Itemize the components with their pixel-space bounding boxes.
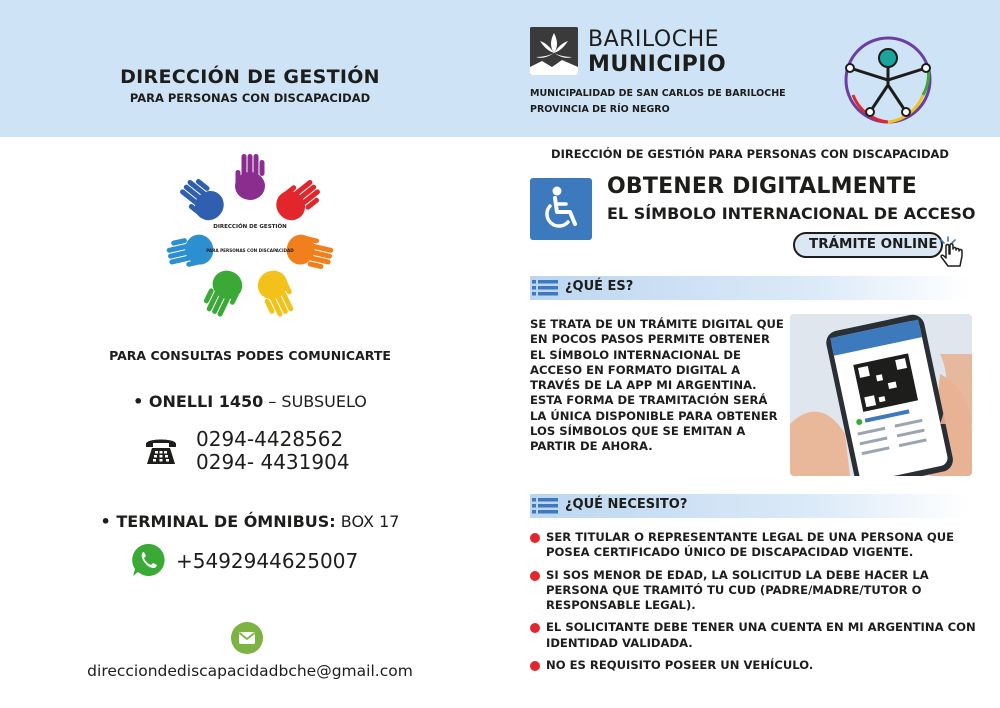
requirement-text: EL SOLICITANTE DEBE TENER UNA CUENTA EN MI ARGENTINA CON IDENTIDAD VALIDADA. [546,620,976,650]
muni-name-line1: BARILOCHE [588,27,720,52]
section-que-necesito-title: ¿QUÉ NECESITO? [565,497,688,512]
hand-shape-icon [235,154,265,200]
main-title: OBTENER DIGITALMENTE [607,174,917,199]
list-icon [532,498,558,514]
address-onelli [0,392,500,411]
hand-shape-icon [253,266,300,320]
consult-title: PARA CONSULTAS PODES COMUNICARTE [109,348,391,363]
list-icon [532,280,558,296]
tramite-online-button[interactable]: TRÁMITE ONLINE [793,232,943,258]
email-address[interactable]: direcciondediscapacidadbche@gmail.com [87,662,413,680]
requirement-text-b: (PADRE/MADRE/TUTOR O RESPONSABLE LEGAL). [546,582,922,613]
left-header-title: DIRECCIÓN DE GESTIÓN [120,66,380,88]
phone-number-2[interactable]: 0294- 4431904 [196,450,350,474]
que-es-text-2: . ESTA FORMA DE TRAMITACIÓN SERÁ LA ÚNICA DISPONIBLE PARA OBTENER LOS SÍMBOLOS QUE SE EMITAN A PARTIR DE AHORA. [530,378,778,454]
hand-shape-icon [200,266,247,320]
address-onelli-rest: – SUBSUELO [263,392,367,411]
section-que-es-header [530,276,970,300]
right-direction-title: DIRECCIÓN DE GESTIÓN PARA PERSONAS CON DISCAPACIDAD [551,147,949,161]
requirement-text: NO ES REQUISITO POSEER UN VEHÍCULO. [546,658,814,673]
requirement-text-a: SI SOS MENOR DE EDAD, LA SOLICITUD LA DEBE HACER LA PERSONA QUE TRAMITÓ TU [546,567,929,597]
que-es-paragraph [530,317,785,455]
bullet-dot-icon [530,661,540,671]
que-es-text-bold: APP MI ARGENTINA [626,378,753,393]
main-subtitle: EL SÍMBOLO INTERNACIONAL DE ACCESO [607,204,976,223]
section-que-necesito-header [530,494,970,518]
address-terminal-rest: BOX 17 [335,512,400,531]
bullet-dot-icon [530,533,540,543]
address-terminal-bold: • TERMINAL DE ÓMNIBUS: [100,512,336,531]
hands-circle-logo [155,150,345,330]
requirement-text-bold: CUD [728,582,756,597]
muni-subtitle-2: PROVINCIA DE RÍO NEGRO [530,104,670,115]
address-onelli-bold: • ONELLI 1450 [133,392,264,411]
left-header [60,66,440,105]
mail-icon [231,622,263,654]
hands-logo-text-top: DIRECCIÓN DE GESTIÓN [213,224,287,230]
que-es-text-1: SE TRATA DE UN TRÁMITE DIGITAL QUE EN POCOS PASOS PERMITE OBTENER EL SÍMBOLO INTERNACIONAL DE ACCESO EN FORMATO DIGITAL A TRAVÉS DE LA [530,317,784,393]
municipio-logo [530,27,790,77]
whatsapp-number[interactable]: +5492944625007 [176,549,359,573]
hand-cursor-icon [936,234,972,270]
bullet-dot-icon [530,623,540,633]
phone-number-1[interactable]: 0294-4428562 [196,427,344,451]
phone-numbers [196,428,350,474]
section-que-es-title: ¿QUÉ ES? [565,279,634,294]
requirement-text: SER TITULAR O REPRESENTANTE LEGAL DE UNA PERSONA QUE POSEA CERTIFICADO ÚNICO DE DISCAPACIDAD VIGENTE. [546,530,955,560]
wheelchair-icon [530,178,592,240]
requirement-item [530,568,980,614]
left-header-subtitle: PARA PERSONAS CON DISCAPACIDAD [129,91,371,105]
bariloche-lily-icon [530,27,578,75]
hands-logo-text-bottom: PARA PERSONAS CON DISCAPACIDAD [206,248,294,253]
requirement-item [530,530,980,561]
bullet-dot-icon [530,571,540,581]
whatsapp-icon [131,542,167,578]
hand-shape-icon [175,174,230,226]
requirement-item [530,620,980,651]
muni-subtitle-1: MUNICIPALIDAD DE SAN CARLOS DE BARILOCHE [530,88,786,99]
address-terminal [0,512,500,531]
phone-app-photo [790,314,972,476]
accessibility-person-icon [838,30,938,130]
muni-name-line2: MUNICIPIO [588,52,727,77]
requirements-list [530,530,980,680]
hand-shape-icon [270,174,325,226]
requirement-item [530,658,980,673]
telephone-icon [143,432,179,468]
